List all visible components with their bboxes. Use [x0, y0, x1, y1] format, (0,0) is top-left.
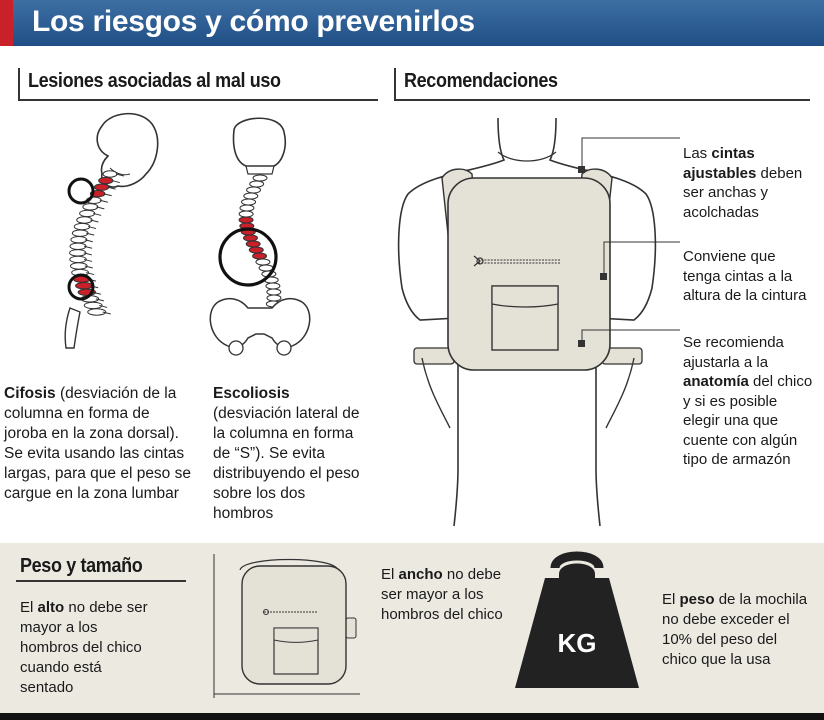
vertebra	[80, 210, 95, 216]
vertebra	[71, 237, 87, 243]
rule-text: El	[20, 599, 38, 616]
section-title-recommendations: Recomendaciones	[404, 70, 558, 92]
s-spine-icon	[200, 112, 320, 372]
rule-bold: peso	[679, 591, 715, 608]
callout-text: Se recomienda ajustarla a la	[683, 334, 784, 371]
vertebra	[267, 295, 281, 301]
vertebra	[72, 230, 88, 236]
rule-bold: alto	[37, 599, 65, 616]
callout-waist	[683, 247, 813, 306]
rule-text: no debe ser mayor a los hombros del chico cuando está sentado	[20, 599, 148, 696]
callout-straps	[683, 144, 803, 222]
vertebra	[266, 283, 280, 289]
page-title: Los riesgos y cómo prevenirlos	[32, 5, 475, 38]
vertebra	[242, 199, 256, 205]
vertebra	[246, 241, 260, 247]
rule-text: El	[662, 591, 680, 608]
header-band	[0, 0, 824, 46]
vertebra	[94, 184, 108, 190]
weight-icon-label: KG	[557, 628, 597, 658]
callout-text: Conviene que tenga cintas a la altura de la cintura	[683, 248, 807, 304]
vertebra	[70, 263, 87, 269]
weight-rule-text	[662, 590, 812, 670]
callout-bold: cintas ajustables	[683, 145, 757, 182]
callout-text: Las	[683, 145, 712, 162]
kyphosis-description	[4, 384, 194, 504]
rule-text: El	[381, 566, 399, 583]
vertebra	[74, 223, 90, 229]
vertebra	[250, 181, 264, 187]
weight-icon	[515, 548, 639, 690]
vertebra	[249, 247, 263, 253]
callout-anatomy	[683, 333, 813, 470]
header-accent-bar	[0, 0, 13, 46]
vertebra	[247, 187, 261, 193]
vertebra	[103, 171, 117, 177]
vertebra	[244, 193, 258, 199]
vertebra	[83, 204, 98, 210]
section-underline	[18, 99, 378, 101]
section-underline	[394, 99, 810, 101]
vertebra	[99, 177, 113, 183]
scoliosis-term: Escoliosis	[213, 385, 290, 402]
vertebra	[70, 256, 86, 262]
vertebra	[77, 217, 92, 223]
section-divider	[394, 68, 396, 100]
vertebra	[70, 243, 86, 249]
vertebra	[256, 259, 270, 265]
rule-text: no debe ser mayor a los hombros del chico	[381, 566, 503, 623]
callout-bold: anatomía	[683, 373, 749, 390]
section-title-injuries: Lesiones asociadas al mal uso	[28, 70, 281, 92]
height-rule-text	[20, 598, 150, 698]
width-rule-text	[381, 565, 506, 625]
backpack-dimensions-icon	[210, 548, 370, 708]
section-underline	[16, 580, 186, 582]
vertebra	[240, 205, 254, 211]
rule-text: de la mochila no debe exceder el 10% del peso del chico que la usa	[662, 591, 808, 668]
callout-text: del chico y si es posible elegir una que cuente con algún tipo de armazón	[683, 373, 813, 468]
vertebra	[267, 289, 281, 295]
rule-bold: ancho	[398, 566, 443, 583]
backpack-icon	[388, 108, 678, 528]
kyphosis-term: Cifosis	[4, 385, 56, 402]
vertebra	[239, 211, 253, 217]
vertebra	[70, 250, 86, 256]
scoliosis-description	[213, 384, 363, 524]
vertebra	[253, 175, 267, 181]
vertebra	[243, 235, 257, 241]
vertebra	[253, 253, 267, 259]
scoliosis-text: (desviación lateral de la columna en forma de “S”). Se evita distribuyendo el peso sobre los dos hombros	[213, 405, 360, 522]
callout-text: deben ser anchas y acolchadas	[683, 164, 803, 221]
section-title-size: Peso y tamaño	[20, 555, 143, 577]
curved-spine-icon	[40, 108, 190, 373]
kyphosis-text: (desviación de la columna en forma de joroba en la zona dorsal). Se evita usando las cintas largas, para que el peso se cargue en la zona lumbar	[4, 385, 191, 502]
section-divider	[18, 68, 20, 100]
footer-rule	[0, 713, 824, 720]
vertebra	[239, 217, 253, 223]
